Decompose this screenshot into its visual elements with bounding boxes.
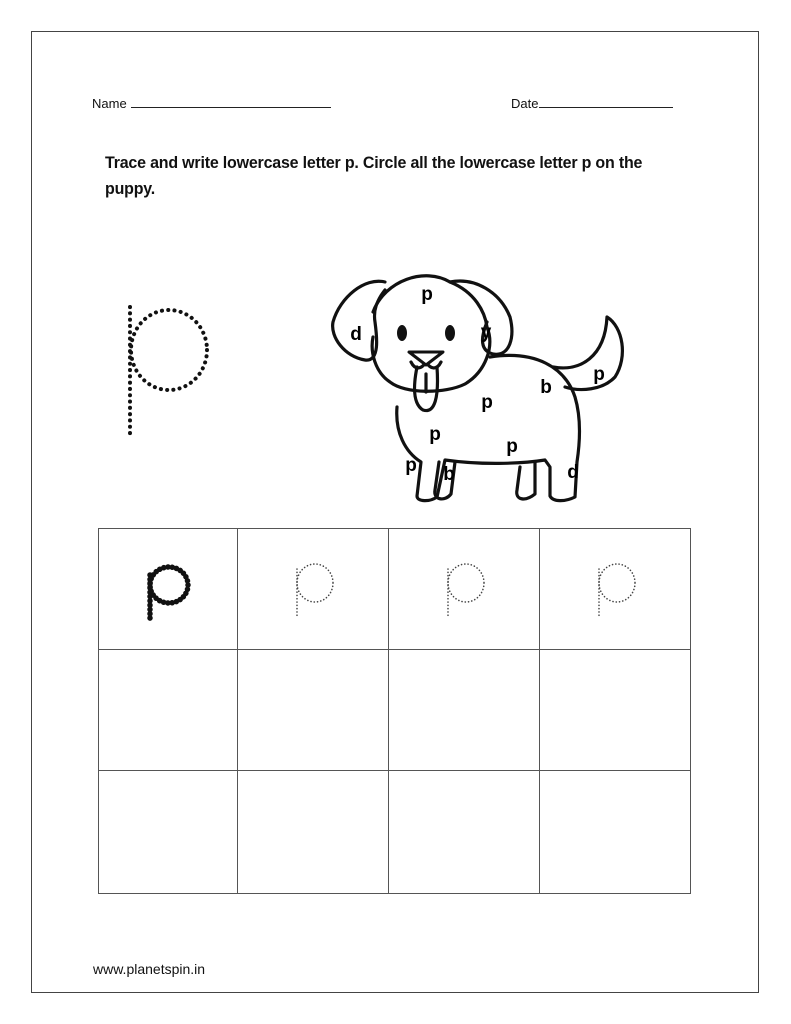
puppy-letter: b: [540, 377, 552, 398]
puppy-letter: p: [506, 436, 518, 457]
solid-dotted-letter-p: [138, 547, 198, 627]
puppy-letter: p: [429, 424, 441, 445]
grid-cell-write[interactable]: [99, 650, 238, 771]
grid-cell-write[interactable]: [540, 771, 691, 894]
name-field: [92, 95, 331, 111]
puppy-letter: b: [443, 464, 455, 485]
puppy-letter: y: [480, 322, 492, 343]
puppy-illustration: [325, 262, 635, 512]
grid-cell-write[interactable]: [389, 650, 540, 771]
puppy-body: [397, 355, 580, 500]
date-write-line[interactable]: [539, 95, 673, 108]
grid-cell-write[interactable]: [540, 650, 691, 771]
grid-cell-write[interactable]: [238, 771, 389, 894]
puppy-letter: p: [421, 284, 433, 305]
puppy-right-ear: [450, 281, 512, 354]
grid-cell-trace[interactable]: [238, 529, 389, 650]
date-field: [511, 95, 673, 111]
grid-cell-write[interactable]: [238, 650, 389, 771]
faint-dotted-letter-p: [283, 547, 343, 627]
large-dotted-letter-p: [110, 295, 220, 450]
website-footer: www.planetspin.in: [93, 961, 206, 977]
name-label: Name: [92, 96, 127, 111]
grid-cell-example: [99, 529, 238, 650]
grid-row-write: [99, 771, 691, 894]
puppy-left-ear: [333, 281, 385, 360]
grid-cell-write[interactable]: [99, 771, 238, 894]
grid-row-tracing: [99, 529, 691, 650]
practice-grid: [98, 528, 691, 894]
name-write-line[interactable]: [131, 95, 331, 108]
instructions-text: Trace and write lowercase letter p. Circle all the lowercase letter p on the puppy.: [105, 153, 643, 198]
puppy-letter: d: [567, 462, 579, 483]
faint-dotted-letter-p: [434, 547, 494, 627]
puppy-letter: d: [350, 324, 362, 345]
puppy-letter: p: [481, 392, 493, 413]
grid-cell-trace[interactable]: [389, 529, 540, 650]
grid-row-write: [99, 650, 691, 771]
faint-dotted-letter-p: [585, 547, 645, 627]
grid-cell-trace[interactable]: [540, 529, 691, 650]
puppy-letter: p: [405, 455, 417, 476]
puppy-letter: p: [593, 364, 605, 385]
date-label: Date: [511, 96, 539, 111]
grid-cell-write[interactable]: [389, 771, 540, 894]
